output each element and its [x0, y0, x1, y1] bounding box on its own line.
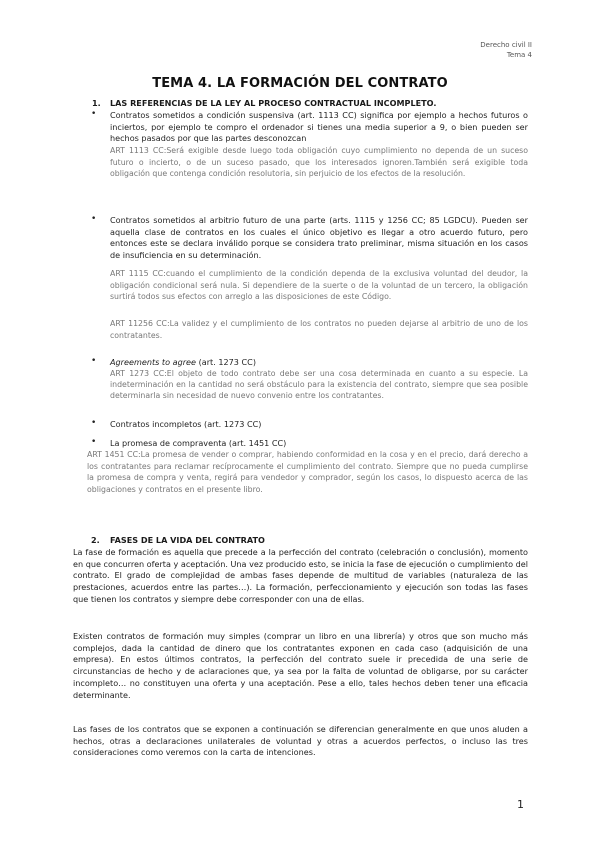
bullet-icon: • [91, 356, 97, 366]
section2-paragraph-3: Las fases de los contratos que se exponen a continuación se diferencian generalmente en que unos aluden a hechos, otras a declaraciones unilaterales de voluntad y otras a acuerdos perfectos, o incluso las tres consideraciones como veremos con la carta de intenciones. [73, 724, 528, 758]
item3-label [110, 357, 528, 369]
item2-article-1256: ART 11256 CC:La validez y el cumplimiento de los contratos no pueden dejarse al arbitrio de uno de los contratantes. [110, 319, 528, 340]
item4-text: Contratos incompletos (art. 1273 CC) [110, 419, 262, 429]
section1-heading: LAS REFERENCIAS DE LA LEY AL PROCESO CONTRACTUAL INCOMPLETO. [110, 98, 437, 108]
page-header [480, 40, 532, 60]
section2-paragraph-1: La fase de formación es aquella que precede a la perfección del contrato (celebración o conclusión), momento en que concurren oferta y aceptación. Una vez producido esto, se inicia la fase de ejecución o cumplimiento del contrato. El grado de complejidad de ambas fases depende de multitud de variables (naturaleza de las prestaciones, acuerdos entre las partes…). La formación, perfeccionamiento y ejecución son todas las fases que tienen los contratos y siempre debe corresponder con una de ellas. [73, 547, 528, 604]
item3-article: ART 1273 CC:El objeto de todo contrato debe ser una cosa determinada en cuanto a su especie. La indeterminación en la cantidad no será obstáculo para la existencia del contrato, siempre que sea posible determinarla sin necesidad de nuevo convenio entre los contratantes. [110, 369, 528, 400]
bullet-icon: • [91, 109, 97, 119]
page-number: 1 [517, 798, 524, 811]
item2-article-1115: ART 1115 CC:cuando el cumplimiento de la condición dependa de la exclusiva voluntad del deudor, la obligación condicional será nula. Si dependiere de la suerte o de la voluntad de un tercero, la obligación surtirá todos sus efectos con arreglo a las disposiciones de este Código. [110, 269, 528, 302]
item5-article: ART 1451 CC:La promesa de vender o comprar, habiendo conformidad en la cosa y en el precio, dará derecho a los contratantes para reclamar recíprocamente el cumplimiento del contrato. Siempre que no pueda cumplirse la promesa de compra y venta, regirá para vendedor y comprador, según los casos, lo dispuesto acerca de las obligaciones y contratos en el presente libro. [87, 450, 528, 494]
header-topic: Tema 4 [506, 51, 532, 59]
bullet-icon: • [91, 437, 97, 447]
page-title: TEMA 4. LA FORMACIÓN DEL CONTRATO [152, 76, 448, 91]
item2-text: Contratos sometidos al arbitrio futuro de una parte (arts. 1115 y 1256 CC; 85 LGDCU). Pueden ser aquella clase de contratos en los cuales el único objetivo es llegar a otro acuerdo futuro, pero entonces este se declara inválido porque se considera trato preliminar, misma situación en los casos de insuficiencia en su determinación. [110, 215, 528, 261]
item1-text: Contratos sometidos a condición suspensiva (art. 1113 CC) significa por ejemplo a hechos futuros o inciertos, por ejemplo te compro el ordenador si tienes una media superior a 9, o bien pueden ser hechos pasados por que las partes desconozcan [110, 110, 528, 144]
section2-paragraph-2: Existen contratos de formación muy simples (comprar un libro en una librería) y otros que son mucho más complejos, dada la cantidad de dinero que los contratantes exponen en cada caso (adquisición de una empresa). En estos últimos contratos, la perfección del contrato suele ir precedida de una serie de circunstancias de hecho y de aclaraciones que, ya sea por la falta de voluntad de obligarse, por su carácter incompleto… no constituyen una oferta y una aceptación. Pese a ello, tales hechos deben tener una eficacia determinante. [73, 631, 528, 700]
bullet-icon: • [91, 214, 97, 224]
header-course: Derecho civil II [480, 41, 532, 49]
item3-label-rest: (art. 1273 CC) [196, 357, 256, 367]
bullet-icon: • [91, 418, 97, 428]
item5-text: La promesa de compraventa (art. 1451 CC) [110, 438, 287, 448]
item1-article: ART 1113 CC:Será exigible desde luego toda obligación cuyo cumplimiento no dependa de un suceso futuro o incierto, o de un suceso pasado, que los interesados ignoren.También será exigible toda obligación que contenga condición resolutoria, sin perjuicio de los efectos de la resolución. [110, 146, 528, 179]
item3-label-italic: Agreements to agree [110, 357, 197, 367]
section1-number: 1. [92, 98, 101, 108]
section2-number: 2. [91, 535, 100, 545]
section2-heading: FASES DE LA VIDA DEL CONTRATO [110, 535, 265, 545]
